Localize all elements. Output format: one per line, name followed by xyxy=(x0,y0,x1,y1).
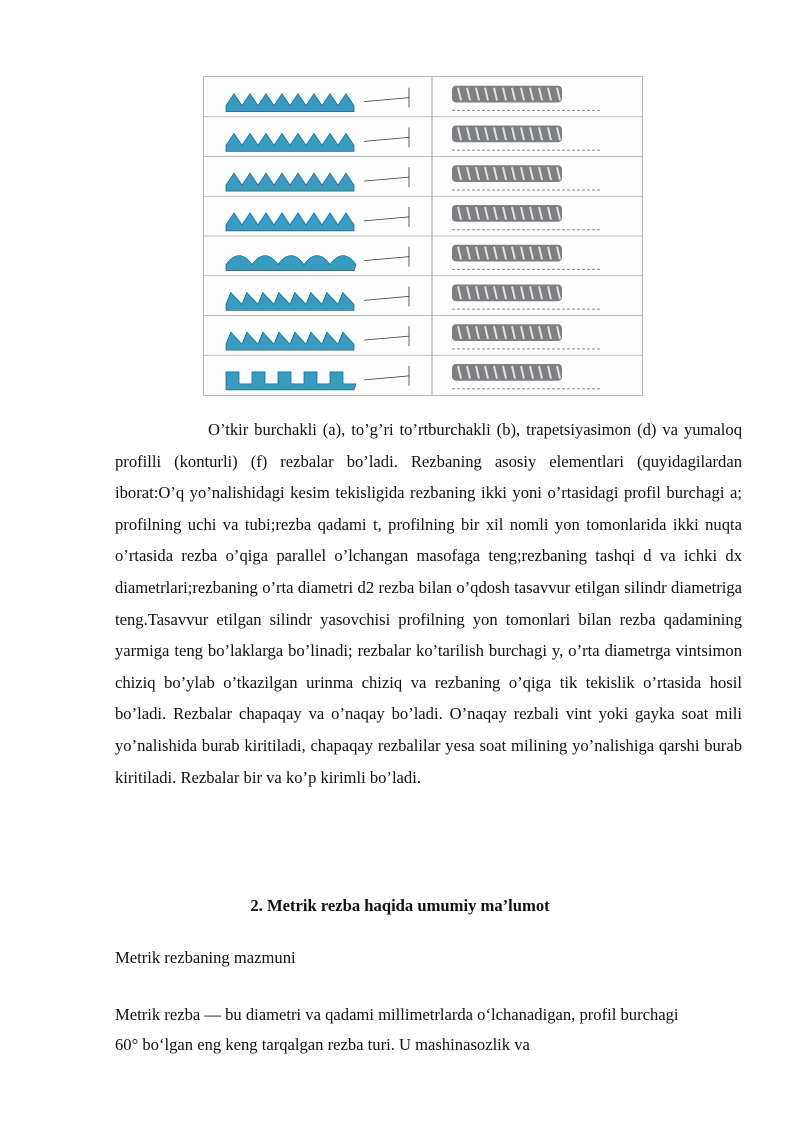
thread-profile-shape xyxy=(226,94,354,112)
section-heading: 2. Metrik rezba haqida umumiy ma’lumot xyxy=(250,896,550,915)
subheading: Metrik rezbaning mazmuni xyxy=(115,948,296,967)
thread-profile-shape xyxy=(226,332,354,350)
thread-profiles-illustration xyxy=(204,77,642,395)
thread-profiles-figure xyxy=(203,76,643,396)
dimension-line xyxy=(364,376,409,380)
thread-profile-shape xyxy=(226,372,356,390)
dimension-line xyxy=(364,257,409,261)
thread-profile-shape xyxy=(226,256,356,271)
metric-thread-definition: Metrik rezba — bu diametri va qadami millimetrlarda oʻlchanadigan, profil burchagi 60° boʻlgan eng keng tarqalgan rezba turi. U mashinasozlik va xyxy=(115,1005,679,1054)
dimension-line xyxy=(364,177,409,181)
thread-profile-shape xyxy=(226,133,354,151)
dimension-line xyxy=(364,217,409,221)
thread-profile-shape xyxy=(226,292,354,310)
thread-profile-shape xyxy=(226,213,354,231)
thread-profile-shape xyxy=(226,173,354,191)
dimension-line xyxy=(364,336,409,340)
thread-types-paragraph: O’tkir burchakli (a), to’g’ri to’rtburchakli (b), trapetsiyasimon (d) va yumaloq profilli (konturli) (f) rezbalar bo’ladi. Rezbaning asosiy elementlari (quyidagilardan iborat:O’q yo’nalishidagi kesim tekisligida rezbaning ikki yoni o’rtasidagi profil burchagi a; profilning uchi va tubi;rezba qadami t, profilning bir xil nomli yon tomonlarida ikki nuqta o’rtasida rezba o’qiga parallel o’lchangan masofaga teng;rezbaning tashqi d va ichki dx diametrlari;rezbaning o’rta diametri d2 rezba bilan o’qdosh tasavvur etilgan silindr diametriga teng.Tasavvur etilgan silindr yasovchisi profilning yon tomonlari bilan rezba qadamining yarmiga teng bo’laklarga bo’linadi; rezbalar ko’tarilish burchagi y, o’rta diametrga vintsimon chiziq bo’ylab o’tkazilgan urinma chiziq va rezbaning o’qiga tik tekislik o’rtasida hosil bo’ladi. Rezbalar chapaqay va o’naqay bo’ladi. O’naqay rezbali vint yoki gayka soat mili yo’nalishida burab kiritiladi, chapaqay rezbalilar yesa soat milining yo’nalishiga qarshi burab kiritiladi. Rezbalar bir va ko’p kirimli bo’ladi. xyxy=(115,420,742,787)
dimension-line xyxy=(364,296,409,300)
dimension-line xyxy=(364,137,409,141)
dimension-line xyxy=(364,98,409,102)
